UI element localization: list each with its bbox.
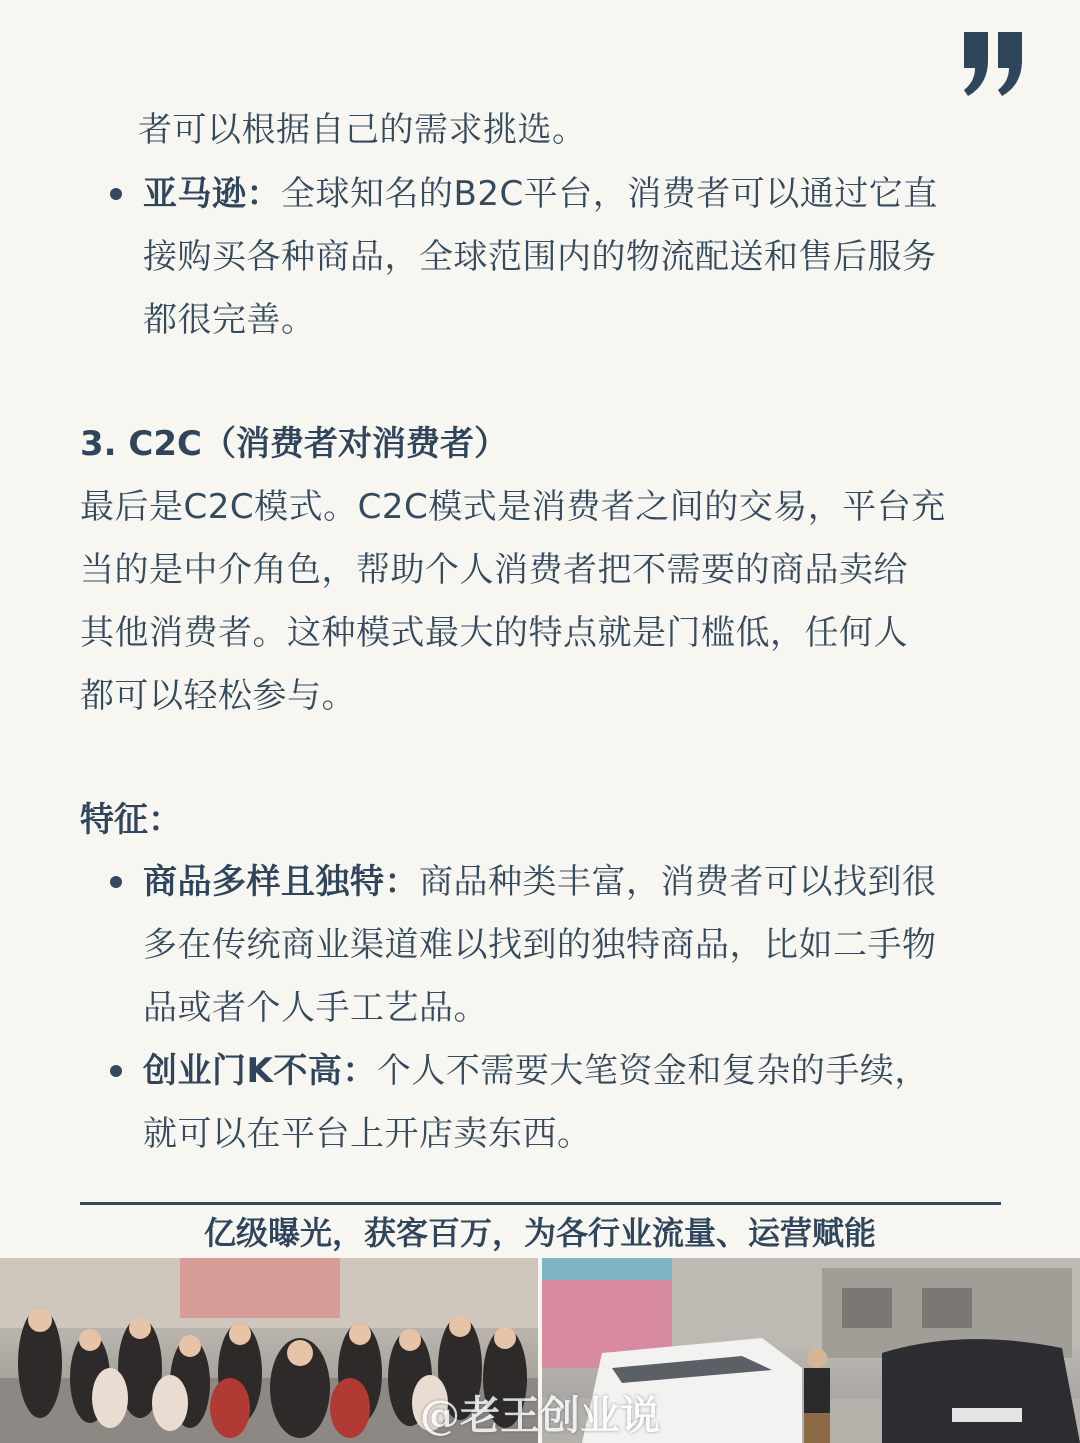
feature-item-1 <box>143 862 937 902</box>
footer-divider <box>80 1202 1001 1205</box>
feature-2-label: 创业门K不高： <box>143 1051 377 1091</box>
c2c-text-line2: 当的是中介角色，帮助个人消费者把不需要的商品卖给 <box>80 550 908 590</box>
c2c-text-line1: 最后是C2C模式。C2C模式是消费者之间的交易，平台充 <box>80 487 946 527</box>
amazon-desc-line1: 全球知名的B2C平台，消费者可以通过它直 <box>281 174 938 214</box>
amazon-desc-line2: 接购买各种商品，全球范围内的物流配送和售后服务 <box>143 237 937 277</box>
features-heading: 特征： <box>80 800 182 840</box>
bullet-dot <box>110 876 122 888</box>
footer-tagline: 亿级曝光，获客百万，为各行业流量、运营赋能 <box>203 1214 876 1252</box>
c2c-text-line3: 其他消费者。这种模式最大的特点就是门槛低，任何人 <box>80 613 908 653</box>
feature-item-2 <box>143 1051 929 1091</box>
feature-2-line1: 个人不需要大笔资金和复杂的手续， <box>376 1051 929 1091</box>
amazon-item <box>143 174 938 214</box>
feature-1-label: 商品多样且独特： <box>143 862 419 902</box>
feature-1-line1: 商品种类丰富，消费者可以找到很 <box>419 862 937 902</box>
closing-quote-icon <box>962 30 1024 100</box>
feature-2-line2: 就可以在平台上开店卖东西。 <box>143 1114 592 1154</box>
bullet-dot <box>110 188 122 200</box>
bullet-dot <box>110 1065 122 1077</box>
amazon-label: 亚马逊： <box>143 174 281 214</box>
feature-1-line3: 品或者个人手工艺品。 <box>143 988 488 1028</box>
amazon-desc-line3: 都很完善。 <box>143 300 316 340</box>
author-watermark: @老王创业说 <box>420 1392 660 1439</box>
intro-tail-text: 者可以根据自己的需求挑选。 <box>138 110 587 150</box>
c2c-heading: 3. C2C（消费者对消费者） <box>80 424 508 464</box>
c2c-text-line4: 都可以轻松参与。 <box>80 676 356 716</box>
feature-1-line2: 多在传统商业渠道难以找到的独特商品，比如二手物 <box>143 925 937 965</box>
